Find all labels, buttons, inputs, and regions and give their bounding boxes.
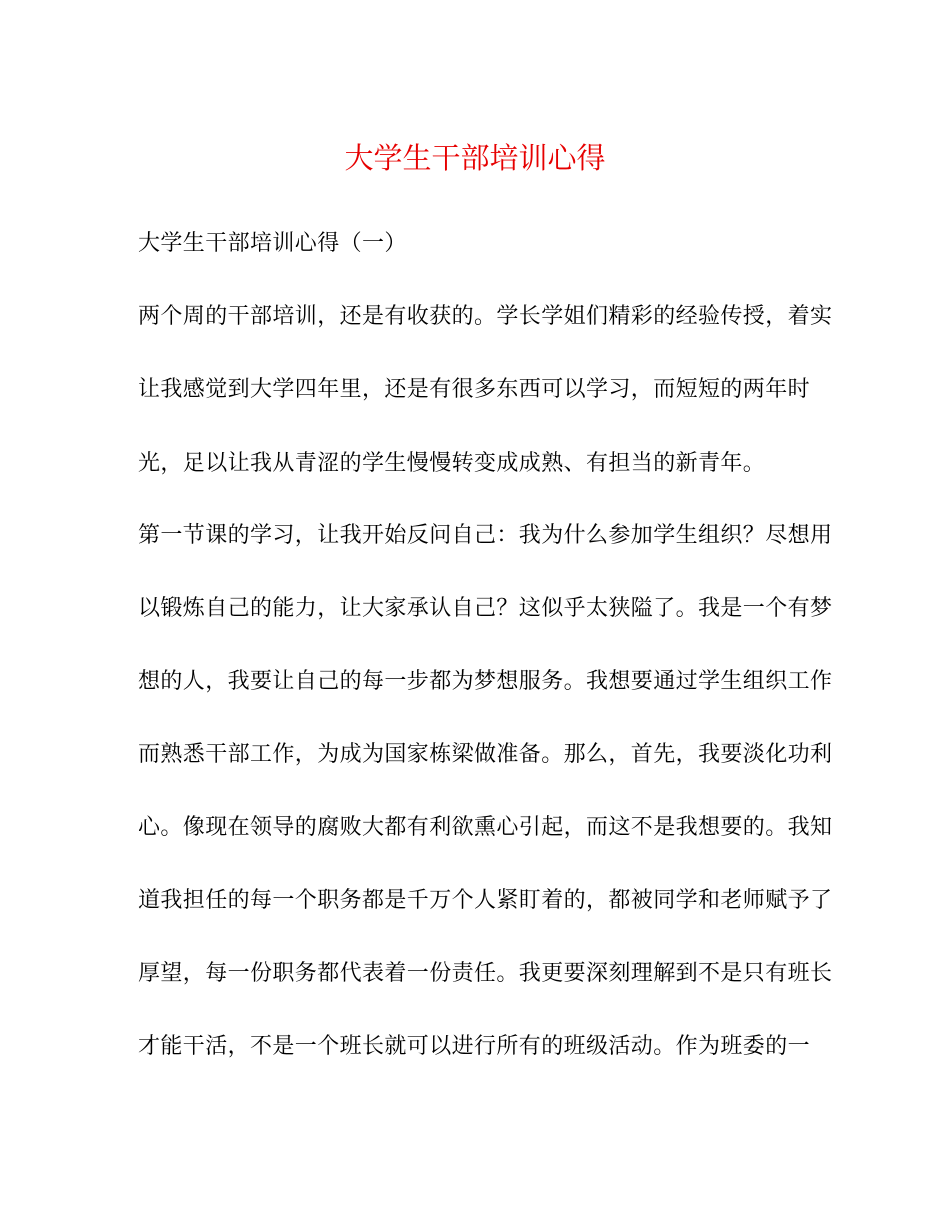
body-line: 道我担任的每一个职务都是千万个人紧盯着的，都被同学和老师赋予了 <box>138 888 833 913</box>
body-line: 让我感觉到大学四年里，还是有很多东西可以学习，而短短的两年时 <box>138 377 811 402</box>
body-line: 而熟悉干部工作，为成为国家栋梁做准备。那么，首先，我要淡化功利 <box>138 742 833 767</box>
body-line: 想的人，我要让自己的每一步都为梦想服务。我想要通过学生组织工作 <box>138 669 833 694</box>
body-line: 才能干活，不是一个班长就可以进行所有的班级活动。作为班委的一 <box>138 1034 811 1059</box>
body-line: 光，足以让我从青涩的学生慢慢转变成成熟、有担当的新青年。 <box>138 451 766 476</box>
body-line: 两个周的干部培训，还是有收获的。学长学姐们精彩的经验传授，着实 <box>138 304 833 329</box>
body-line: 第一节课的学习，让我开始反问自己：我为什么参加学生组织？尽想用 <box>138 523 833 548</box>
section-heading: 大学生干部培训心得（一） <box>138 231 407 256</box>
body-line: 心。像现在领导的腐败大都有利欲熏心引起，而这不是我想要的。我知 <box>138 815 833 840</box>
page-title: 大学生干部培训心得 <box>344 141 606 175</box>
body-line: 厚望，每一份职务都代表着一份责任。我更要深刻理解到不是只有班长 <box>138 961 833 986</box>
body-line: 以锻炼自己的能力，让大家承认自己？这似乎太狭隘了。我是一个有梦 <box>138 596 833 621</box>
